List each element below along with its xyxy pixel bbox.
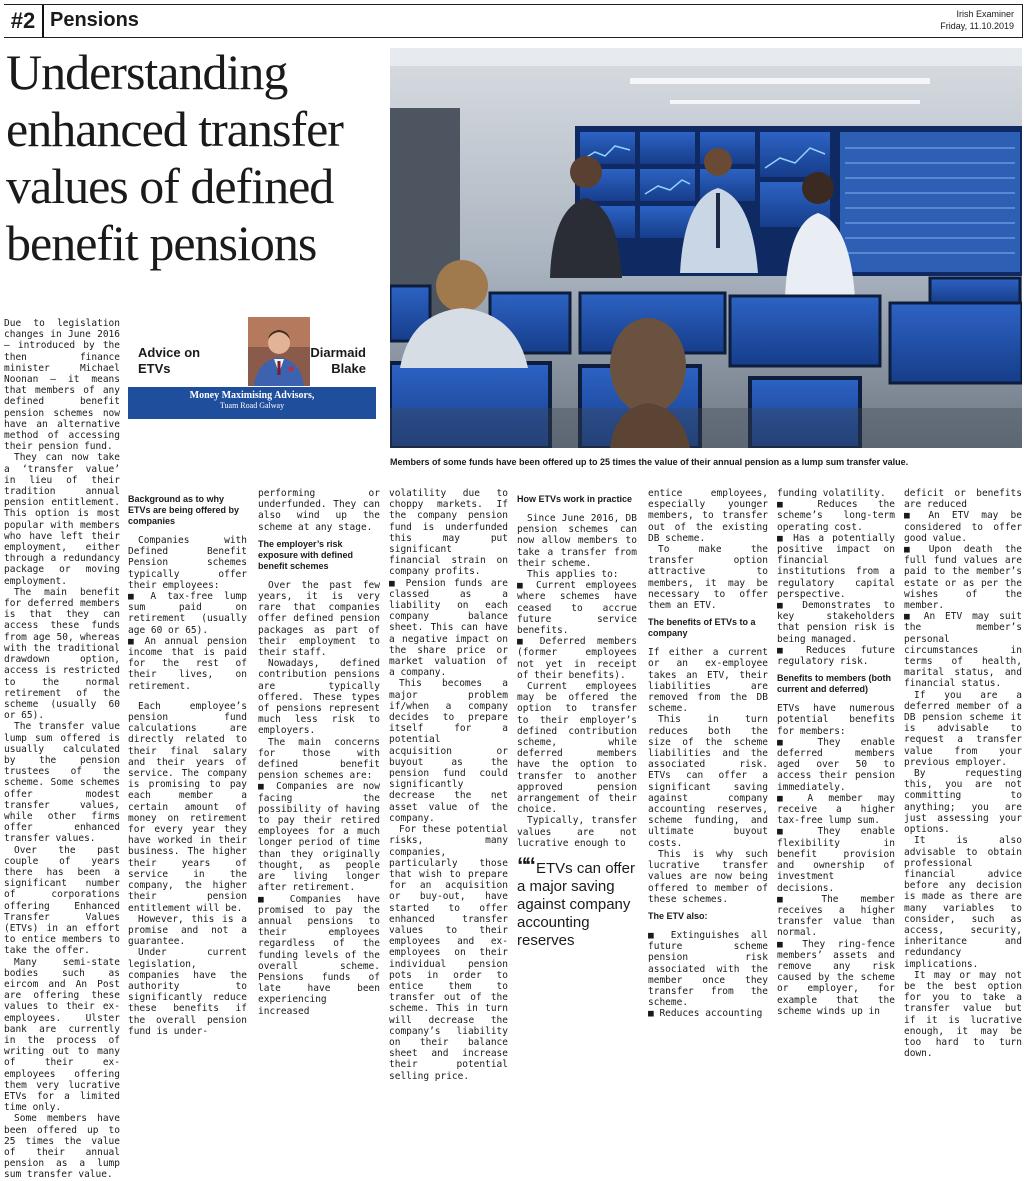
author-name [310,345,366,377]
paragraph: The main concerns for those with defined benefit pension schemes are: [258,736,380,782]
paragraph: To make the transfer option attractive to members, it may be necessary to offer them an ETV. [648,544,768,612]
paragraph: This becomes a major problem if/when a company decides to prepare itself for a potential acquisition or buyout as the pension fund could significantly decrease the net asset value of the company. [389,678,508,824]
bullet-item: ■ Extinguishes all future scheme pension risk associated with the member once they transfer from the scheme. [648,930,768,1008]
paragraph: The main benefit for deferred members is that they can access these funds from age 50, whereas with the traditional drawdown option, access is restricted to the normal retirement of the scheme (usually 60 or 65). [4,586,120,722]
firm-address: Tuam Road Galway [219,401,285,410]
author-first-name: Diarmaid [310,345,366,360]
paragraph: Under current legislation, companies have the authority to significantly reduce these benefits if the overall pension fund is under- [128,947,247,1037]
paragraph: This is why such lucrative transfer values are now being offered to member of these schemes. [648,848,768,905]
quote-mark-icon: ““ [517,853,533,879]
advice-label-line2: ETVs [138,361,171,376]
trading-room-illustration [390,48,1022,448]
author-last-name: Blake [331,361,366,376]
bullet-item: ■ They enable deferred members aged over 50 to access their pension immediately. [777,737,895,793]
paragraph: This in turn reduces both the size of the scheme liabilities and the associated risk. ETVs can offer a significant saving against company accounting reserves, scheme funding, and ultimate buyout costs. [648,714,768,849]
subheading: The ETV also: [648,910,708,921]
bullet-item: ■ Upon death the full fund values are paid to the member’s estate or as per the wishes of the member. [904,544,1022,611]
paragraph: If you are a deferred member of a DB pension scheme it is advisable to request a transfer value from your previous employer. [904,689,1022,768]
bullet-item: ■ Reduces accounting [648,1008,768,1019]
paragraph: deficit or benefits are reduced [904,488,1022,511]
paragraph: Over the past couple of years there has been a significant number of corporations offering Enhanced Transfer Values (ETVs) in an effort to entice members to take the offer. [4,844,120,957]
bullet-item: ■ Companies are now facing the possibility of having to pay their retired employees for a much longer period of time than they originally thought, as people are living longer after retirement. [258,781,380,893]
paragraph: The transfer value lump sum offered is usually calculated by the pension trustees of the scheme. Some schemes offer modest transfer values, while other firms offer enhanced transfer values. [4,721,120,845]
bullet-item: ■ Current employees where schemes have ceased to accrue future service benefits. [517,580,637,636]
paragraph: For these potential risks, many companies, particularly those that wish to prepare for an acquisition or buy-out, have started to offer enhanced transfer values to their employees and ex-employees on their individual pension pots in order to entice them to transfer out of the scheme. This in turn will decrease the company’s liability on their balance sheet and increase their potential selling price. [389,824,508,1082]
article-column-5 [517,488,637,950]
advice-label-line1: Advice on [138,345,201,360]
bullet-item: ■ Pension funds are classed as a liability on each company balance sheet. This can have a negative impact on the share price or market valuation of a company. [389,578,508,679]
pull-quote [517,853,637,950]
paragraph: It is also advisable to obtain professional financial advice before any decision is made as there are many variables to consider, such as access, security, inheritance and redundancy implications. [904,835,1022,970]
paragraph: Current employees may be offered the option to transfer to their employer’s defined contribution scheme, while deferred members have the option to transfer to another approved pension arrangement of their choice. [517,681,637,816]
firm-name: Money Maximising Advisors, [189,390,315,401]
bullet-item: ■ Reduces the scheme’s long-term operating cost. [777,499,895,533]
paragraph: By requesting this, you are not committing to anything; you are just assessing your options. [904,768,1022,836]
paragraph: Some members have been offered up to 25 times the value of their annual pension as a lump sum transfer value. [4,1113,120,1181]
paragraph: Nowadays, defined contribution pensions are typically offered. These types of pensions represent much less risk to employers. [258,658,380,737]
article-column-2 [128,488,247,1037]
pull-quote-text: ETVs can offer a major saving against company accounting reserves [517,860,635,950]
article-column-8 [904,488,1022,1059]
paragraph: Over the past few years, it is very rare that companies offer defined pension packages as part of their employment to their staff. [258,579,380,659]
bullet-item: ■ Has a potentially positive impact on financial institutions from a regulatory capital perspective. [777,533,895,600]
paragraph: Since June 2016, DB pension schemes can now allow members to take a transfer from their scheme. [517,513,637,569]
issue-date: Friday, 11.10.2019 [940,21,1014,31]
bullet-item: ■ An annual pension income that is paid for the rest of their lives, on retirement. [128,636,247,692]
article-column-3 [258,488,380,1017]
paragraph: Each employee’s pension fund calculations are directly related to their final salary and their years of service. The company is promising to pay each member a certain amount of money on retirement for every year they have worked in their business. The higher their years of service in the company, the higher their pension entitlement will be. [128,700,247,914]
subheading: How ETVs work in practice [517,494,633,504]
photo-caption: Members of some funds have been offered up to 25 times the value of their annual pension as a lump sum transfer value. [390,457,909,467]
article-column-7 [777,488,895,1017]
author-photo [248,317,310,386]
subheading: Background as to why ETVs are being offered by companies [128,494,240,526]
paragraph: performing or underfunded. They can also wind up the scheme at any stage. [258,488,380,533]
paragraph: Companies with Defined Benefit Pension schemes typically offer their employees: [128,535,247,591]
paragraph: However, this is a promise and not a guarantee. [128,913,247,948]
advice-label [138,345,200,377]
bullet-item: ■ They ring-fence members’ assets and remove any risk caused by the scheme or employer, for example that the scheme winds up in [777,939,895,1017]
paragraph: If either a current or an ex-employee takes an ETV, their liabilities are removed from the DB scheme. [648,647,768,715]
paragraph: volatility due to choppy markets. If the company pension fund is underfunded this may put significant financial strain on company profits. [389,488,508,578]
header-divider [42,5,44,37]
columnist-box [128,317,376,417]
subheading: The employer’s risk exposure with defined benefit schemes [258,538,354,571]
bullet-item: ■ An ETV may suit the member’s personal circumstances in terms of health, marital status, and financial status. [904,611,1022,689]
paragraph: This applies to: [527,569,619,581]
subheading: Benefits to members (both current and deferred) [777,673,892,695]
paper-name: Irish Examiner [956,9,1014,19]
bullet-item: ■ A member may receive a higher tax-free lump sum. [777,793,895,827]
section-title: Pensions [50,9,139,31]
paragraph: Many semi-state bodies such as eircom and An Post are offering these values to their ex-employees. Ulster bank are currently in the process of writing out to many of their ex-employees offering them very lucrative ETVs for a limited time only. [4,956,120,1114]
article-column-1 [4,318,120,1181]
bullet-item: ■ Companies have promised to pay the annual pensions to their employees regardless of the funding levels of the overall scheme. Pensions funds of late have been experiencing increased [258,894,380,1017]
bullet-item: ■ A tax-free lump sum paid on retirement (usually age 60 or 65). [128,591,247,636]
bullet-item: ■ An ETV may be considered to offer good value. [904,510,1022,544]
article-headline: Understanding enhanced transfer values of defined benefit pensions [6,44,343,271]
subheading: The benefits of ETVs to a company [648,617,756,639]
paragraph: Due to legislation changes in June 2016 — introduced by the then finance minister Michael Noonan — it means that members of any defined benefit pension schemes now have an alternative method of accessing their pension fund. [4,318,120,453]
bullet-item: ■ The member receives a higher transfer value than normal. [777,894,895,939]
firm-banner [128,387,376,419]
seated-person-front [610,318,690,448]
article-column-6 [648,488,768,1020]
article-column-4 [389,488,508,1082]
paragraph: Typically, transfer values are not lucrative enough to [517,815,637,849]
bullet-item: ■ They enable flexibility in benefit provision and ownership of investment decisions. [777,826,895,893]
paragraph: entice employees, especially younger members, to transfer out of the existing DB scheme. [648,488,768,544]
paragraph: It may or may not be the best option for you to take a transfer value but if it is lucrative enough, it may be too hard to turn down. [904,969,1022,1060]
bullet-item: ■ Demonstrates to key stakeholders that pension risk is being managed. [777,600,895,645]
paragraph: ETVs have numerous potential benefits for members: [777,703,895,737]
author-portrait-icon [248,317,310,386]
paragraph: They can now take a ‘transfer value’ in lieu of their tradition annual pension entitlement. This option is most popular with members who have left their employment, either through a redundancy package or moving employment. [4,452,120,587]
bullet-item: ■ Reduces future regulatory risk. [777,645,895,667]
bullet-item: ■ Deferred members (former employees not yet in receipt of their benefits). [517,636,637,681]
paragraph: funding volatility. [777,488,886,499]
article-photo [390,48,1022,448]
page-header [4,4,1023,38]
page-number: #2 [10,8,36,33]
masthead-info [940,8,1014,32]
